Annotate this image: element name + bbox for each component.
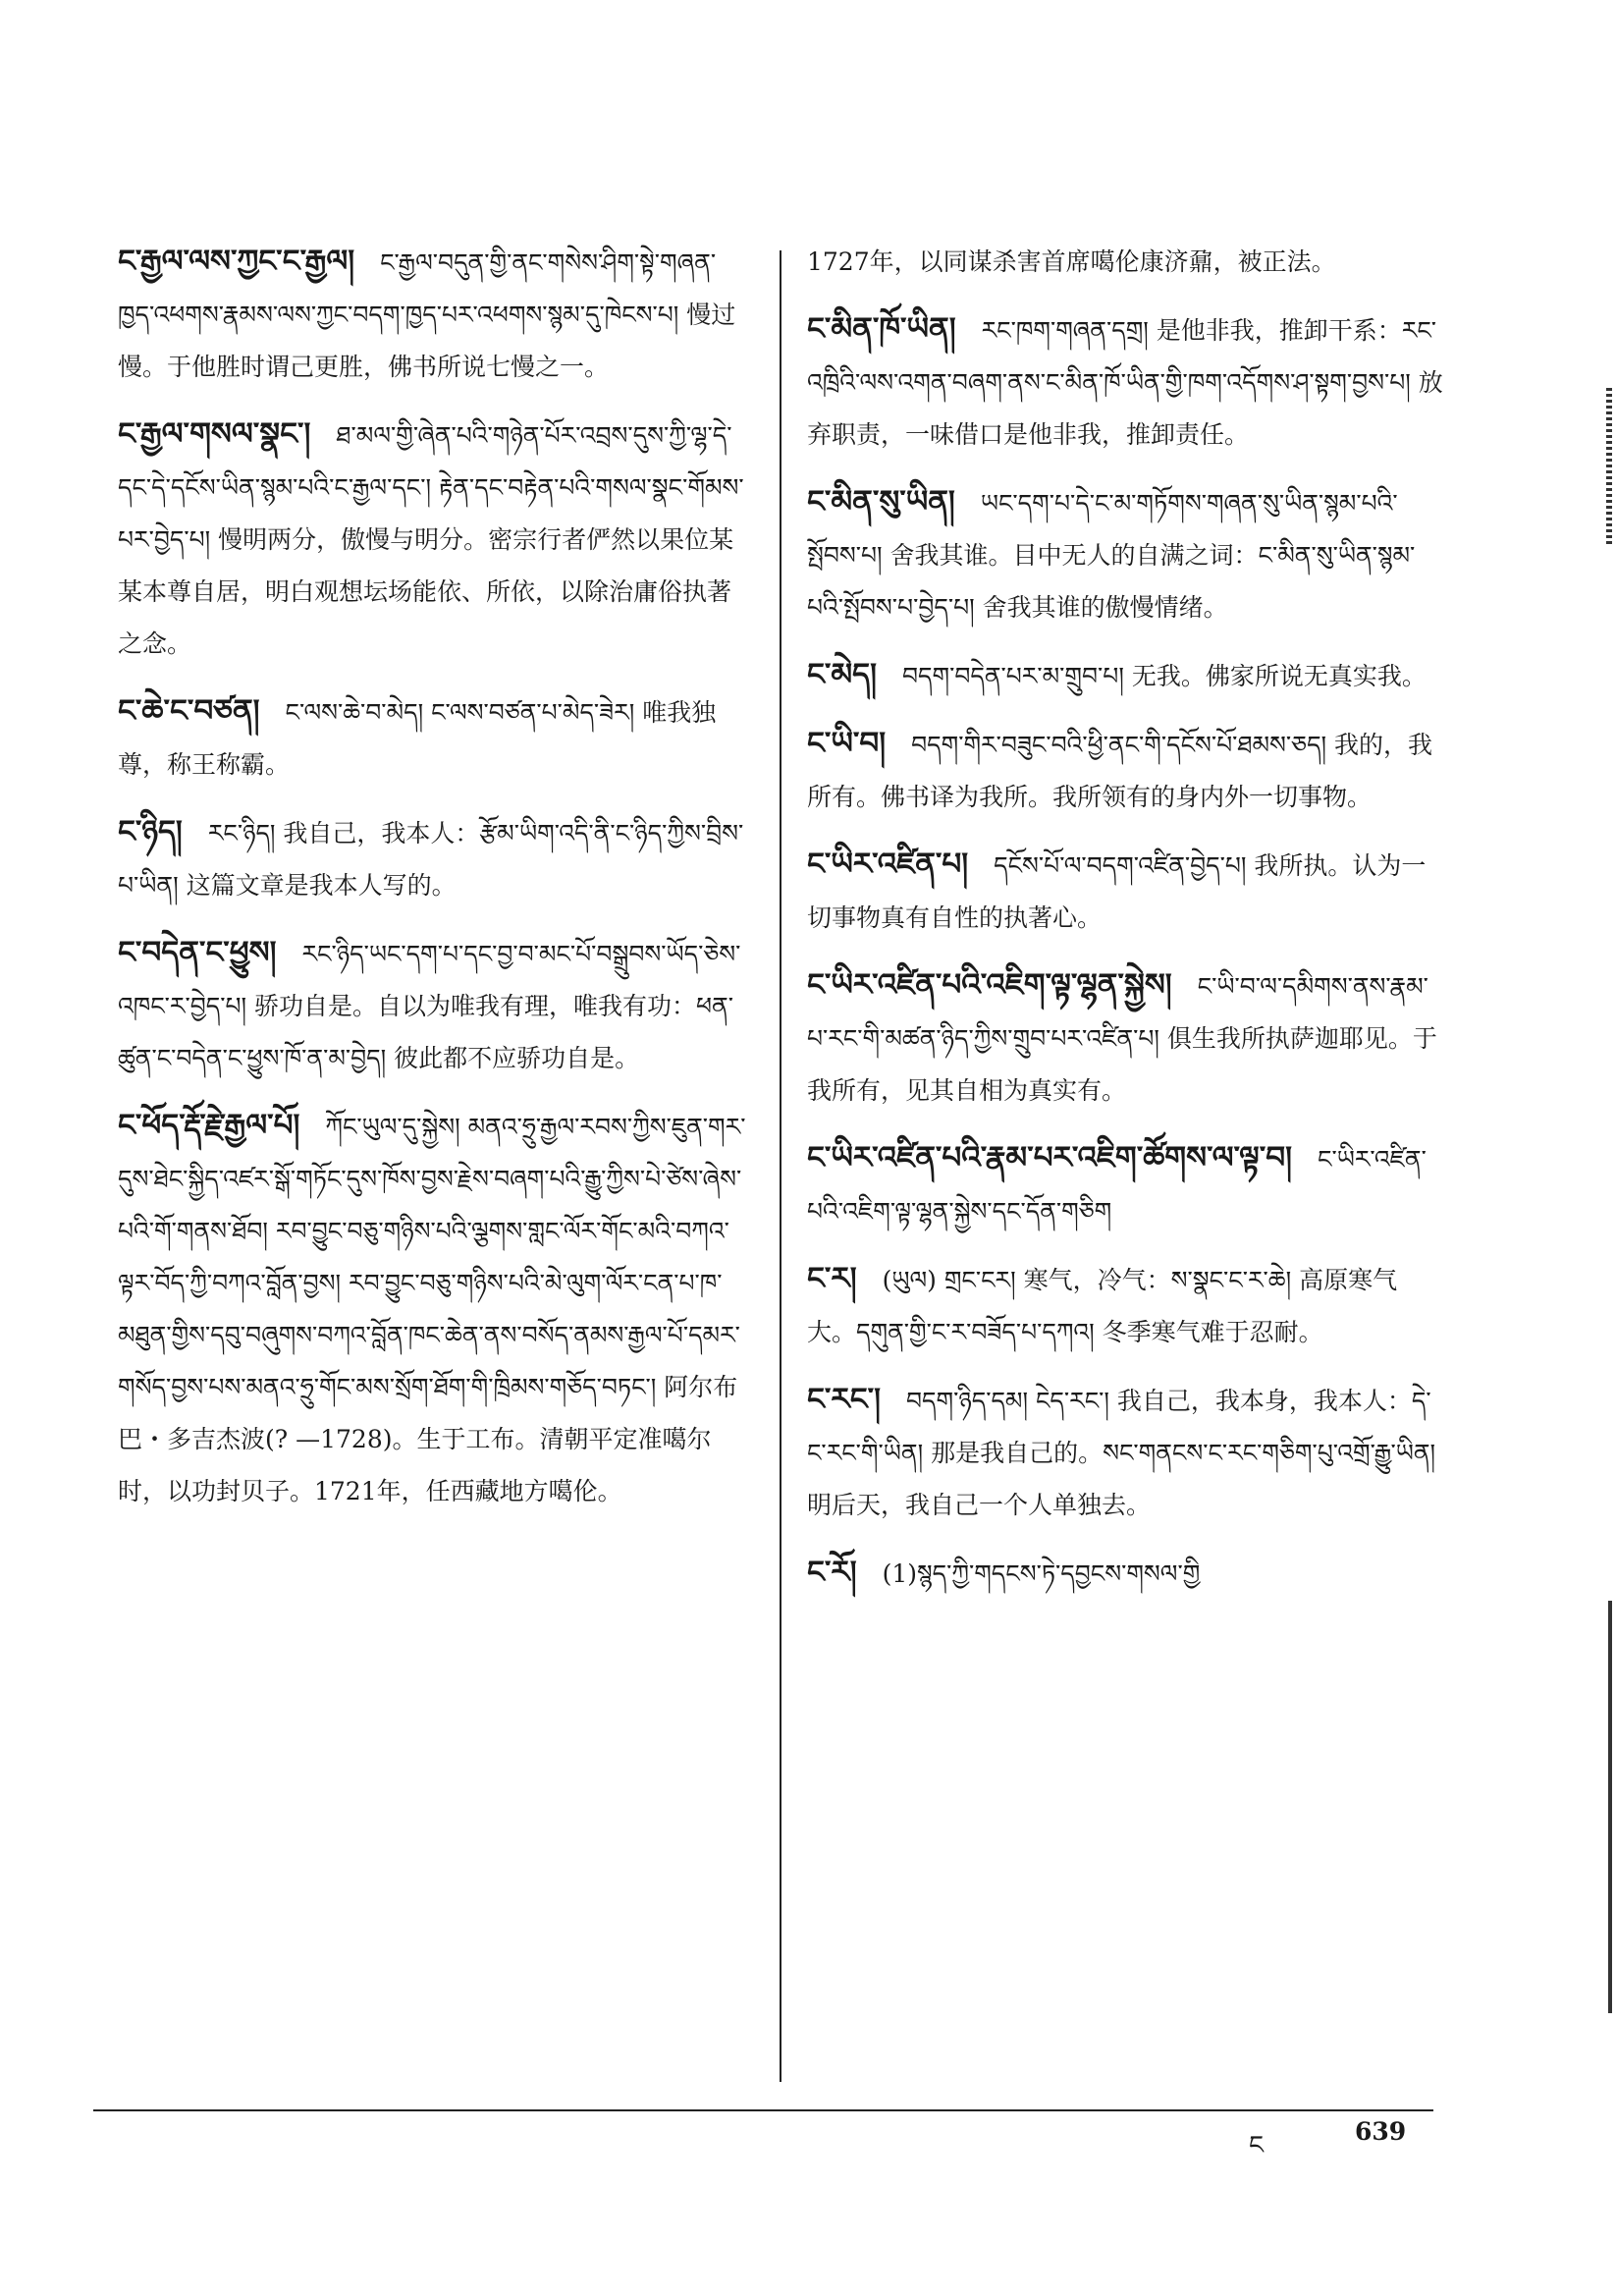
entry-definition: ང་རྒྱལ་བདུན་གྱི་ནང་གསེས་ཤིག་སྟེ་གཞན་ཁྱད་འཕགས་རྣམས་ལས་ཀྱང་བདག་ཁྱད་པར་འཕགས་སྙམ་དུ་ཁེངས་པ། 慢过慢。于他胜时谓己更胜，佛书所说七慢之一。 bbox=[118, 248, 736, 381]
entry-headword: ང་བདེན་ང་ཕྱུས། bbox=[118, 935, 277, 970]
entry-definition: ཀོང་ཡུལ་དུ་སྐྱེས། མནའ་ཧྲུ་རྒྱལ་རབས་ཀྱིས་ཇུན་གར་དུས་ཐེང་སྐྱིད་འཛར་སྒོ་གཏོང་དུས་ཁོས་བྱས་རྗེས་བཞག་པའི་རྒྱུ་ཀྱིས་པེ་ཙེས་ཞེས་པའི་གོ་གནས་ཐོབ། རབ་བྱུང་བཅུ་གཉིས་པའི་ལྕགས་གླང་ལོར་གོང་མའི་བཀའ་ལྟར་བོད་ཀྱི་བཀའ་བློན་བྱས། རབ་བྱུང་བཅུ་གཉིས་པའི་མེ་ལུག་ལོར་ངན་པ་ཁ་མཐུན་གྱིས་དབུ་བཞུགས་བཀའ་བློན་ཁང་ཆེན་ནས་བསོད་ནམས་རྒྱལ་པོ་དམར་གསོད་བྱས་པས་མནའ་ཧྲུ་གོང་མས་སྲོག་ཐོག་གི་ཁྲིམས་གཅོད་བཏང་། 阿尔布巴・多吉杰波(? —1728)。生于工布。清朝平定准噶尔时，以功封贝子。1721年，任西藏地方噶伦。 bbox=[118, 1113, 746, 1505]
dictionary-entry bbox=[807, 839, 1443, 944]
dictionary-entry bbox=[807, 1132, 1443, 1237]
entry-headword: ང་ཆེ་ང་བཙན། bbox=[118, 693, 260, 729]
entry-definition: བདག་བདེན་པར་མ་གྲུབ་པ། 无我。佛家所说无真实我。 bbox=[902, 662, 1427, 690]
dictionary-entry bbox=[807, 959, 1443, 1117]
dictionary-entry bbox=[118, 1100, 746, 1517]
entry-definition: ང་ཡིར་འཛིན་པའི་འཇིག་ལྟ་ལྷན་སྐྱེས་དང་དོན་གཅིག bbox=[807, 1145, 1427, 1226]
dictionary-entry bbox=[807, 1374, 1443, 1531]
entry-headword: ང་ཕོད་རྡོ་རྗེ་རྒྱལ་པོ། bbox=[118, 1108, 300, 1143]
entry-headword: ང་རང་། bbox=[807, 1382, 881, 1417]
dictionary-entry bbox=[807, 1253, 1443, 1358]
entry-headword: ང་ཡི་བ། bbox=[807, 726, 887, 761]
entry-definition: ཡང་དག་པ་དེ་ང་མ་གཏོགས་གཞན་སུ་ཡིན་སྙམ་པའི་སྤོབས་པ། 舍我其谁。目中无人的自满之词：ང་མིན་སུ་ཡིན་སྙམ་པའི་སྤོབས་པ་བྱེད་པ། 舍我其谁的傲慢情绪。 bbox=[807, 489, 1416, 622]
entry-headword: ང་ཡིར་འཛིན་པའི་འཇིག་ལྟ་ལྷན་སྐྱེས། bbox=[807, 967, 1172, 1003]
entry-headword: ང་རོ། bbox=[807, 1555, 857, 1590]
dictionary-entry bbox=[118, 685, 746, 791]
dictionary-entry bbox=[807, 1547, 1443, 1600]
dictionary-entry bbox=[118, 806, 746, 911]
dictionary-entry bbox=[807, 303, 1443, 461]
right-column bbox=[807, 236, 1443, 1615]
entry-headword: ང་མིན་སུ་ཡིན། bbox=[807, 484, 955, 519]
entry-definition: (ཡུལ) གྲང་ངར། 寒气，冷气：ས་སྣང་ང་ར་ཆེ། 高原寒气大。དགུན་གྱི་ང་ར་བཟོད་པ་དཀའ། 冬季寒气难于忍耐。 bbox=[807, 1266, 1398, 1346]
entry-headword: ང་མིན་ཁོ་ཡིན། bbox=[807, 311, 956, 347]
entry-definition: 1727年，以同谋杀害首席噶伦康济鼐，被正法。 bbox=[807, 247, 1336, 276]
entry-definition: དངོས་པོ་ལ་བདག་འཛིན་བྱེད་པ། 我所执。认为一切事物真有自性的执著心。 bbox=[807, 851, 1427, 932]
section-letter: ང bbox=[1249, 2131, 1265, 2160]
column-divider bbox=[780, 250, 781, 2082]
entry-headword: ང་རྒྱལ་ལས་ཀྱང་ང་རྒྱལ། bbox=[118, 244, 355, 279]
binding-edge-bar bbox=[1608, 1601, 1612, 2013]
entry-definition: ང་ལས་ཆེ་བ་མེད། ང་ལས་བཙན་པ་མེད་ཟེར། 唯我独尊，称王称霸。 bbox=[118, 698, 717, 779]
entry-definition: ཐ་མལ་གྱི་ཞེན་པའི་གཉེན་པོར་འབྲས་དུས་ཀྱི་ལྷ་དེ་དང་དེ་དངོས་ཡིན་སྙམ་པའི་ང་རྒྱལ་དང་། རྟེན་དང་བརྟེན་པའི་གསལ་སྣང་གོམས་པར་བྱེད་པ། 慢明两分，傲慢与明分。密宗行者俨然以果位某某本尊自居，明白观想坛场能依、所依，以除治庸俗执著之念。 bbox=[118, 421, 744, 658]
dictionary-entry bbox=[118, 927, 746, 1084]
entry-definition: ང་ཡི་བ་ལ་དམིགས་ནས་རྣམ་པ་རང་གི་མཚན་ཉིད་ཀྱིས་གྲུབ་པར་འཛིན་པ། 俱生我所执萨迦耶见。于我所有，见其自相为真实有。 bbox=[807, 972, 1437, 1105]
binding-edge-mark bbox=[1606, 388, 1612, 545]
left-column bbox=[118, 236, 746, 1533]
entry-headword: ང་ཡིར་འཛིན་པ། bbox=[807, 847, 969, 882]
entry-headword: ང་རྒྱལ་གསལ་སྣང་། bbox=[118, 416, 311, 452]
dictionary-entry bbox=[118, 236, 746, 393]
entry-definition: རང་ཉིད། 我自己，我本人：རྩོམ་ཡིག་འདི་ནི་ང་ཉིད་ཀྱིས་བྲིས་པ་ཡིན། 这篇文章是我本人写的。 bbox=[118, 819, 744, 900]
dictionary-entry bbox=[807, 649, 1443, 702]
entry-definition: (1)སྙད་ཀྱི་གདངས་ཏེ་དབྱངས་གསལ་གྱི bbox=[882, 1559, 1201, 1588]
entry-definition: བདག་ཉིད་དམ། ངེད་རང་། 我自己，我本身，我本人：དེ་ང་རང་གི་ཡིན། 那是我自己的。སང་གནངས་ང་རང་གཅིག་པུ་འགྲོ་རྒྱུ་ཡིན། 明后天，我自己一个人单独去。 bbox=[807, 1387, 1436, 1519]
entry-definition: རང་ཉིད་ཡང་དག་པ་དང་བྱ་བ་མང་པོ་བསྒྲུབས་ཡོད་ཅེས་འཁང་ར་བྱེད་པ། 骄功自是。自以为唯我有理，唯我有功：ཕན་ཚུན་ང་བདེན་ང་ཕྱུས་ཁོ་ན་མ་བྱེད། 彼此都不应骄功自是。 bbox=[118, 940, 741, 1072]
page-number: 639 bbox=[1355, 2117, 1407, 2146]
entry-definition: བདག་གིར་བཟུང་བའི་ཕྱི་ནང་གི་དངོས་པོ་ཐམས་ཅད། 我的，我所有。佛书译为我所。我所领有的身内外一切事物。 bbox=[807, 731, 1433, 811]
footer-rule bbox=[93, 2109, 1433, 2111]
entry-headword: ང་ཡིར་འཛིན་པའི་རྣམ་པར་འཇིག་ཚོགས་ལ་ལྟ་བ། bbox=[807, 1140, 1293, 1175]
entry-headword: ང་ར། bbox=[807, 1261, 857, 1296]
entry-headword: ང་ཉིད། bbox=[118, 814, 183, 849]
entry-headword: ང་མེད། bbox=[807, 657, 877, 692]
entry-definition: རང་ཁག་གཞན་དགྲ། 是他非我，推卸干系：རང་འཁྲིའི་ལས་འགན་བཞག་ནས་ང་མིན་ཁོ་ཡིན་གྱི་ཁག་འདོགས་ཤ་སྟག་བྱས་པ། 放弃职责，一味借口是他非我，推卸责任。 bbox=[807, 316, 1443, 449]
dictionary-entry-continuation bbox=[807, 236, 1443, 288]
dictionary-entry bbox=[807, 476, 1443, 633]
dictionary-entry bbox=[807, 718, 1443, 823]
dictionary-entry bbox=[118, 409, 746, 670]
